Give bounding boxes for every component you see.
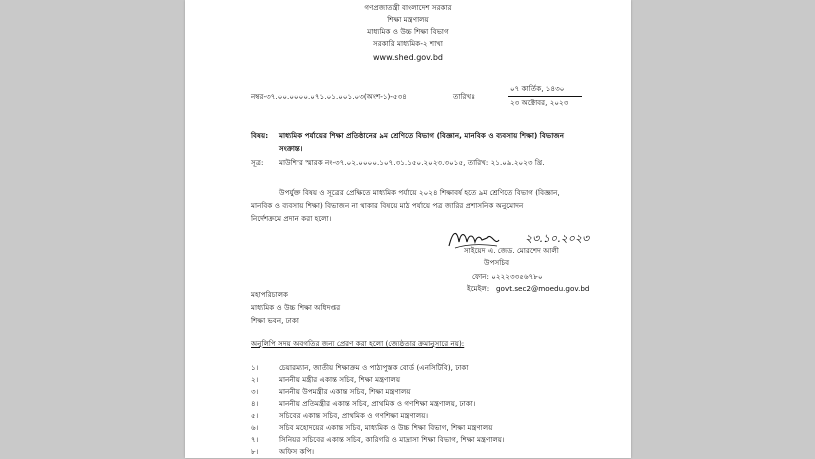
copy-item-number: ৬।: [251, 423, 259, 432]
copy-item-number: ৪।: [251, 399, 259, 408]
copy-item-text: মাননীয় উপমন্ত্রীর একান্ত সচিব, শিক্ষা মন্ত্রণালয়: [279, 387, 411, 396]
recipient-title: মহাপরিচালক: [251, 290, 289, 299]
body-line-3: নির্দেশক্রমে প্রদান করা হলো।: [251, 214, 332, 223]
date-bangla: ০৭ কার্তিক, ১৪৩০: [510, 84, 565, 93]
subject-label: বিষয়:: [251, 131, 269, 140]
copy-item-number: ৫।: [251, 411, 259, 420]
memo-number: নম্বর-৩৭.০০.০০০০.০৭১.০১.০০১.০৩(অংশ-১)-৫৩৪: [251, 92, 407, 101]
copy-item-text: চেয়ারম্যান, জাতীয় শিক্ষাক্রম ও পাঠ্যপুস্তক বোর্ড (এনসিটিবি), ঢাকা: [279, 363, 469, 372]
date-divider: [508, 96, 582, 97]
copy-item-number: ৭।: [251, 435, 259, 444]
recipient-address: শিক্ষা ভবন, ঢাকা: [251, 316, 299, 325]
body-line-1: উপর্যুক্ত বিষয় ও সূত্রের প্রেক্ষিতে মাধ্যমিক পর্যায়ে ২০২৪ শিক্ষাবর্ষ হতে ৯ম শ্রেণিতে বিভাগ (বিজ্ঞান,: [279, 188, 560, 197]
body-line-2: মানবিক ও ব্যবসায় শিক্ষা) বিভাজন না থাকার বিষয়ে মাঠ পর্যায়ে পত্র জারির প্রশাসনিক অনুমোদন: [251, 201, 524, 210]
signatory-email[interactable]: govt.sec2@moedu.gov.bd: [496, 284, 590, 293]
copy-item-text: মাননীয় মন্ত্রীর একান্ত সচিব, শিক্ষা মন্ত্রণালয়: [279, 375, 401, 384]
source-label: সূত্র:: [251, 158, 264, 167]
signature-date: ২৩.১০.২০২৩: [525, 232, 590, 245]
copy-item-number: ১।: [251, 363, 259, 372]
header-branch: সরকারি মাধ্যমিক-২ শাখা: [372, 39, 444, 48]
header-ministry: শিক্ষা মন্ত্রণালয়: [387, 15, 429, 24]
copy-item-text: সচিবের একান্ত সচিব, প্রাথমিক ও গণশিক্ষা মন্ত্রণালয়।: [279, 411, 429, 420]
signatory-phone: ফোন: ০২২২৩৩৫৬৭৮০: [472, 272, 543, 281]
copy-item-text: সচিব মহোদয়ের একান্ত সচিব, মাধ্যমিক ও উচ্চ শিক্ষা বিভাগ, শিক্ষা মন্ত্রণালয়: [279, 423, 493, 432]
signatory-name: সাইয়েদ এ. জেড. মোরশেদ আলী: [464, 246, 559, 255]
date-label: তারিখঃ: [453, 92, 476, 101]
header-government: গণপ্রজাতন্ত্রী বাংলাদেশ সরকার: [364, 3, 452, 12]
header-division: মাধ্যমিক ও উচ্চ শিক্ষা বিভাগ: [367, 27, 449, 36]
copy-item-text: মাননীয় প্রতিমন্ত্রীর একান্ত সচিব, প্রাথমিক ও গণশিক্ষা মন্ত্রণালয়, ঢাকা।: [279, 399, 476, 408]
recipient-office: মাধ্যমিক ও উচ্চ শিক্ষা অধিদপ্তর: [251, 303, 341, 312]
source-text: মাউশি'র স্মারক নং-৩৭.০২.০০০০.১০৭.৩১.১৫০.২০২৩.৩০১৫, তারিখ: ২১.০৯.২০২৩ খ্রি.: [279, 158, 545, 167]
date-english: ২৩ অক্টোবর, ২০২৩: [510, 98, 569, 107]
copy-heading: অনুলিপি সদয় অবগতির জন্য প্রেরণ করা হলো (জ্যেষ্ঠতার ক্রমানুসারে নয়):: [251, 339, 465, 348]
header-website[interactable]: www.shed.gov.bd: [372, 53, 443, 62]
copy-item-text: অফিস কপি।: [279, 447, 315, 456]
copy-item-text: সিনিয়র সচিবের একান্ত সচিব, কারিগরি ও মাদ্রাসা শিক্ষা বিভাগ, শিক্ষা মন্ত্রণালয়।: [279, 435, 505, 444]
copy-item-number: ৮।: [251, 447, 259, 456]
copy-item-number: ৩।: [251, 387, 259, 396]
signatory-designation: উপসচিব: [484, 258, 510, 267]
subject-line-2: সংক্রান্ত।: [279, 144, 303, 153]
signatory-email-label: ইমেইল:: [467, 284, 490, 293]
subject-line-1: মাধ্যমিক পর্যায়ের শিক্ষা প্রতিষ্ঠানের ৯ম শ্রেণিতে বিভাগ (বিজ্ঞান, মানবিক ও ব্যবসায় শিক্ষা) বিভাজন: [279, 131, 565, 140]
letter-page: [185, 0, 631, 458]
copy-item-number: ২।: [251, 375, 259, 384]
